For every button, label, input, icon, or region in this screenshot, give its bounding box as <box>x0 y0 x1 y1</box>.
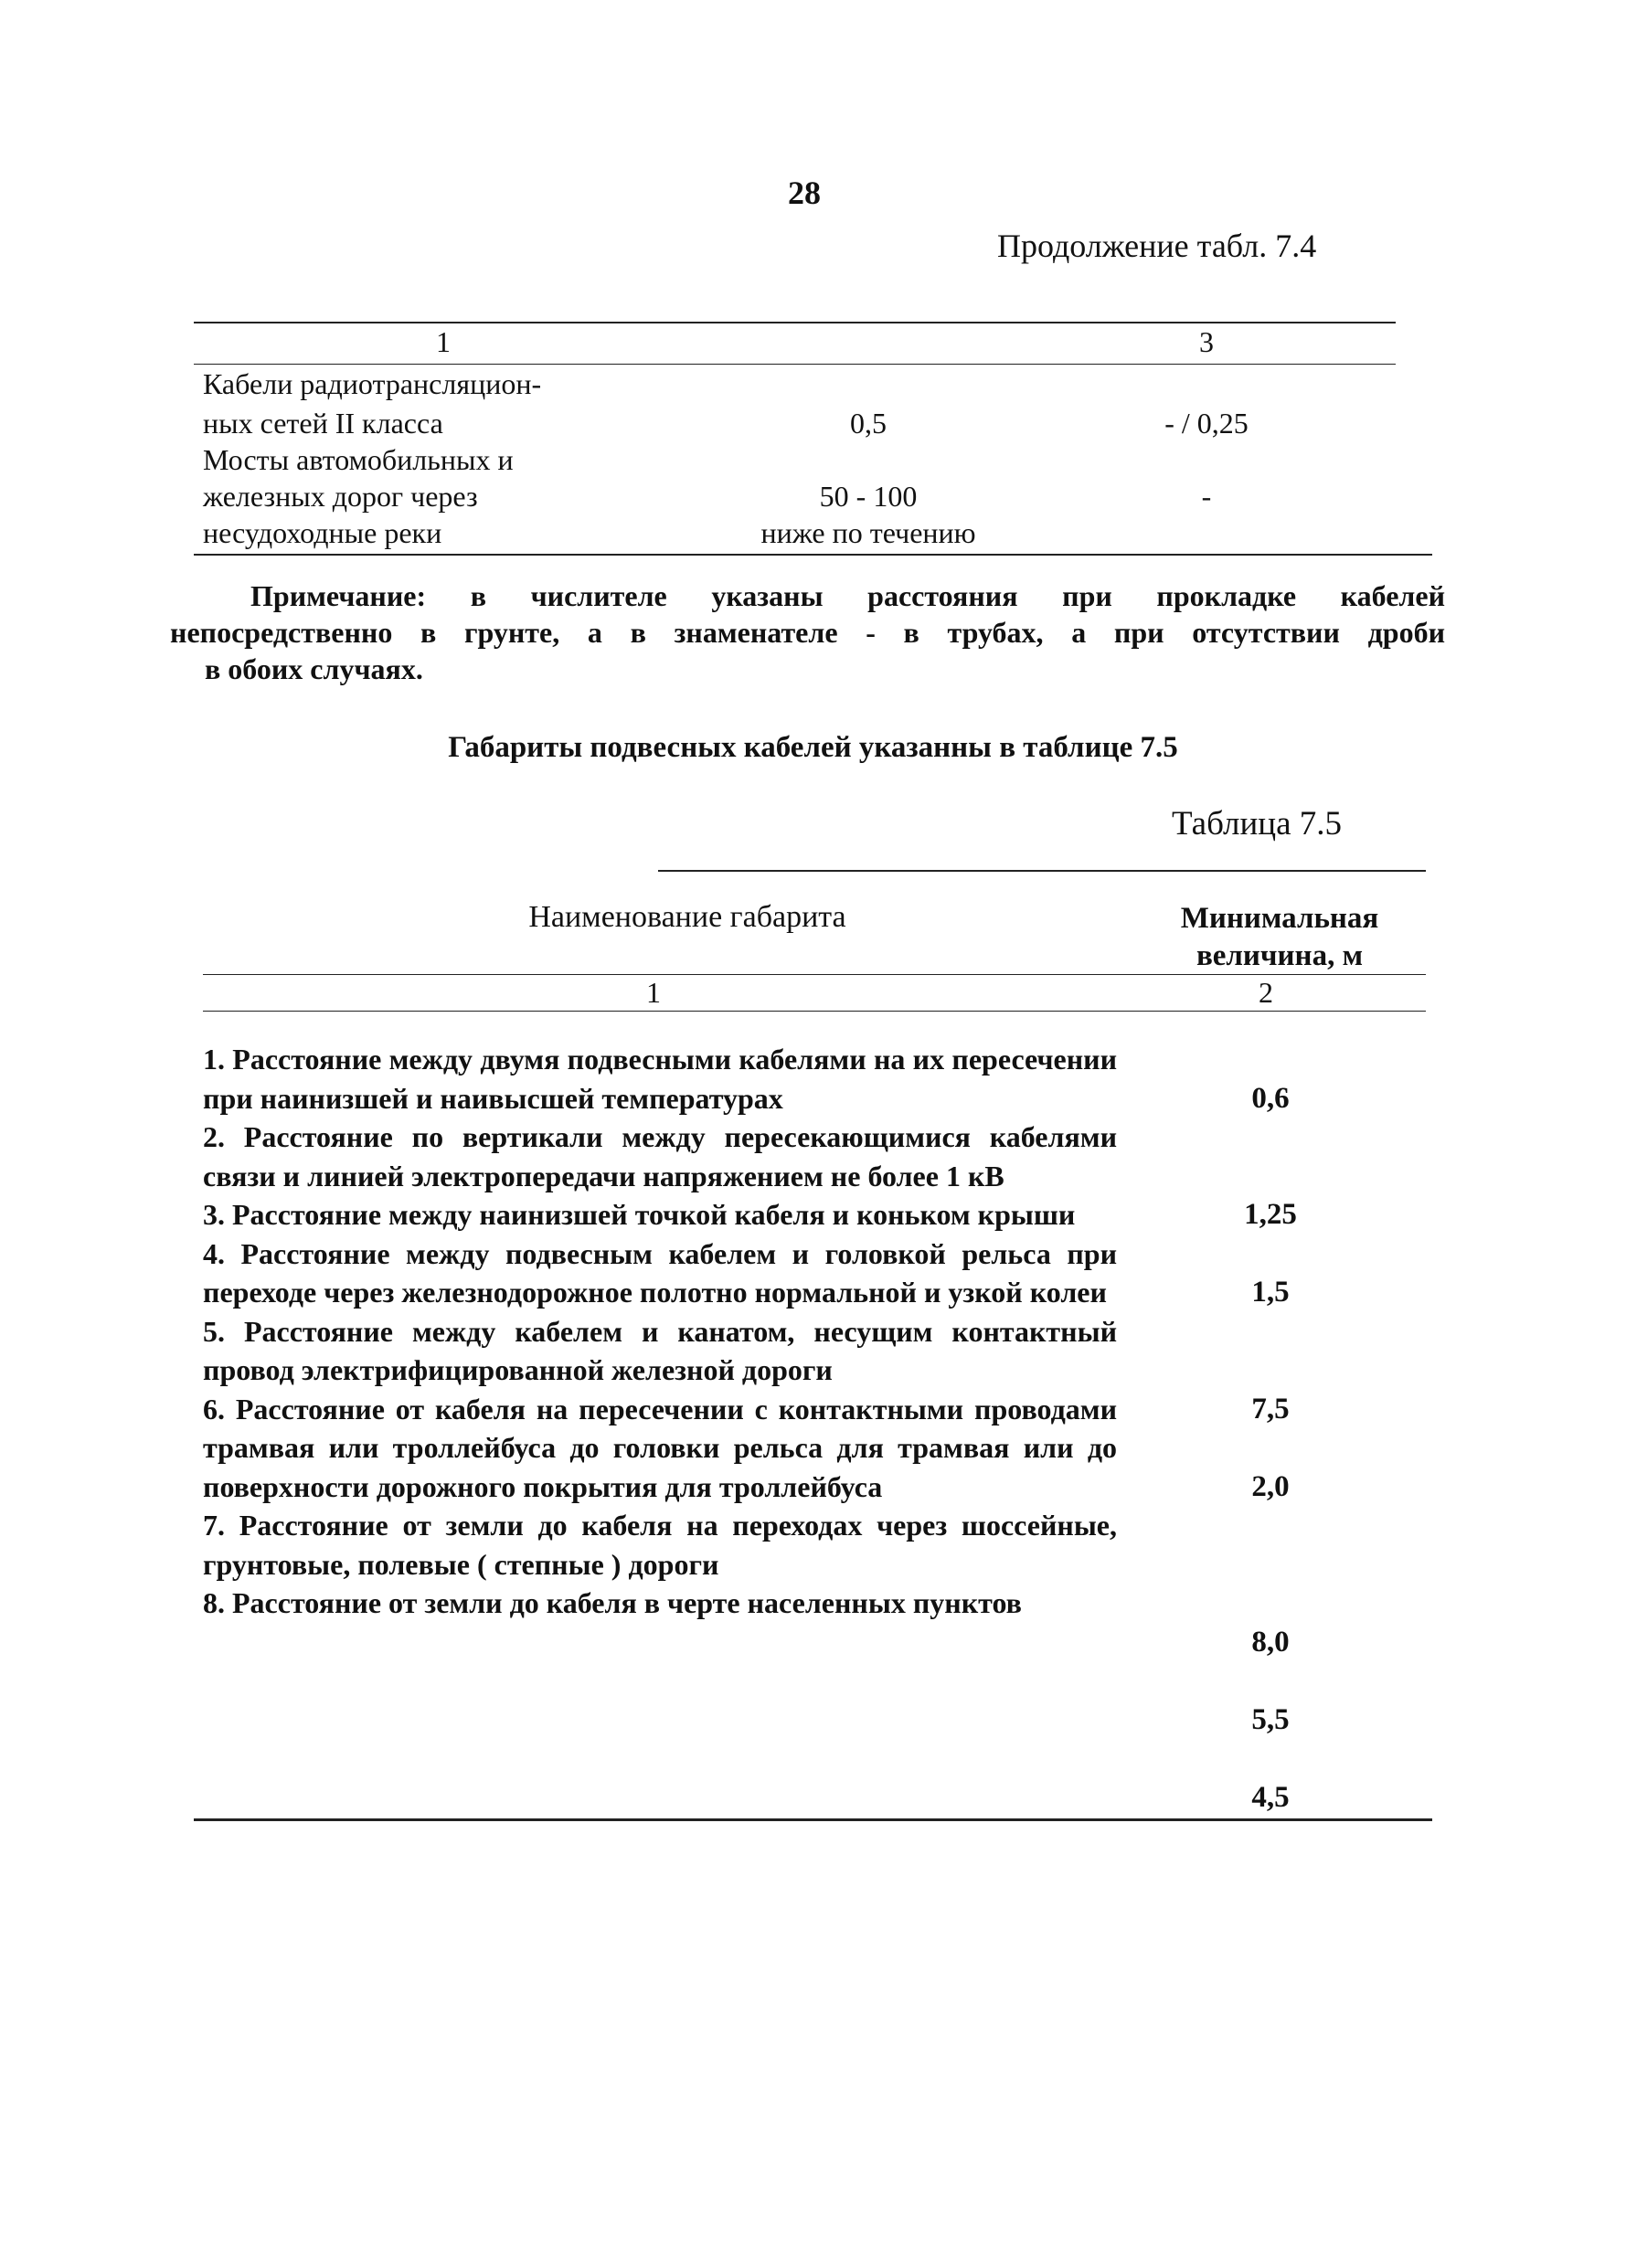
min-value: 1,25 <box>1244 1198 1297 1231</box>
table-top-rule <box>194 322 1396 323</box>
note-line: Примечание: в числителе указаны расстояния при прокладке кабелей <box>250 579 1445 612</box>
min-value: 1,5 <box>1251 1276 1290 1309</box>
column-number: 1 <box>646 976 661 1009</box>
min-value: 2,0 <box>1251 1469 1290 1503</box>
table-cell-name: Кабели радиотрансляцион- <box>203 367 542 400</box>
table-row: 8. Расстояние от земли до кабеля в черте населенных пунктов <box>203 1586 1022 1619</box>
column-number: 2 <box>1259 976 1273 1009</box>
section-heading: Габариты подвесных кабелей указанны в таблице 7.5 <box>448 731 1178 764</box>
note-line: в обоих случаях. <box>205 652 423 685</box>
table-cell-name: ных сетей II класса <box>203 407 443 440</box>
note-line: непосредственно в грунте, а в знаменателе - в трубах, а при отсутствии дроби <box>170 616 1445 649</box>
min-value: 7,5 <box>1251 1392 1290 1425</box>
table-bottom-rule <box>194 1818 1432 1821</box>
table-label: Таблица 7.5 <box>1172 805 1342 843</box>
table-cell-name: несудоходные реки <box>203 516 442 549</box>
header-min-value: Минимальная величина, м <box>1180 902 1379 972</box>
table-cell-value: 0,5 <box>850 407 887 440</box>
min-value: 5,5 <box>1251 1702 1290 1736</box>
min-value: 4,5 <box>1251 1780 1290 1814</box>
header-rule <box>203 974 1426 975</box>
table-row: 6. Расстояние от кабеля на пересечении с контактными проводами трамвая или троллейбуса до головки рельса для трамвая или до поверхности дорожного покрытия для троллейбуса <box>203 1392 1117 1503</box>
column-number: 3 <box>1199 325 1214 358</box>
table-row: 5. Расстояние между кабелем и канатом, несущим контактный провод электрифицированной железной дороги <box>203 1314 1117 1386</box>
header-name: Наименование габарита <box>528 900 846 934</box>
table-row: 1. Расстояние между двумя подвесными кабелями на их пересечении при наинизшей и наивысшей температурах <box>203 1043 1117 1115</box>
page-number: 28 <box>788 175 821 211</box>
column-number: 1 <box>436 325 451 358</box>
table-cell-name: Мосты автомобильных и <box>203 443 514 476</box>
table-cell-fraction: - <box>1201 480 1212 513</box>
min-value: 8,0 <box>1251 1625 1290 1659</box>
continuation-label: Продолжение табл. 7.4 <box>997 228 1317 264</box>
table-rows <box>203 1040 1117 1623</box>
table-row: 4. Расстояние между подвесным кабелем и головкой рельса при переходе через железнодорожное полотно нормальной и узкой колеи <box>203 1236 1117 1309</box>
table-cell-name: железных дорог через <box>203 480 478 513</box>
table-cell-value: ниже по течению <box>760 516 976 549</box>
table-cell-value: 50 - 100 <box>819 480 918 513</box>
column-number-rule <box>194 364 1396 365</box>
table-cell-fraction: - / 0,25 <box>1164 407 1249 440</box>
table-row: 7. Расстояние от земли до кабеля на переходах через шоссейные, грунтовые, полевые ( степные ) дороги <box>203 1509 1117 1581</box>
table-row: 3. Расстояние между наинизшей точкой кабеля и коньком крыши <box>203 1198 1076 1231</box>
column-number-rule <box>203 1011 1426 1012</box>
note <box>170 578 1445 687</box>
table-bottom-rule <box>194 554 1432 556</box>
table-row: 2. Расстояние по вертикали между пересекающимися кабелями связи и линией электропередачи напряжением не более 1 кВ <box>203 1120 1117 1192</box>
table-top-rule <box>658 870 1426 872</box>
min-value: 0,6 <box>1251 1081 1290 1115</box>
